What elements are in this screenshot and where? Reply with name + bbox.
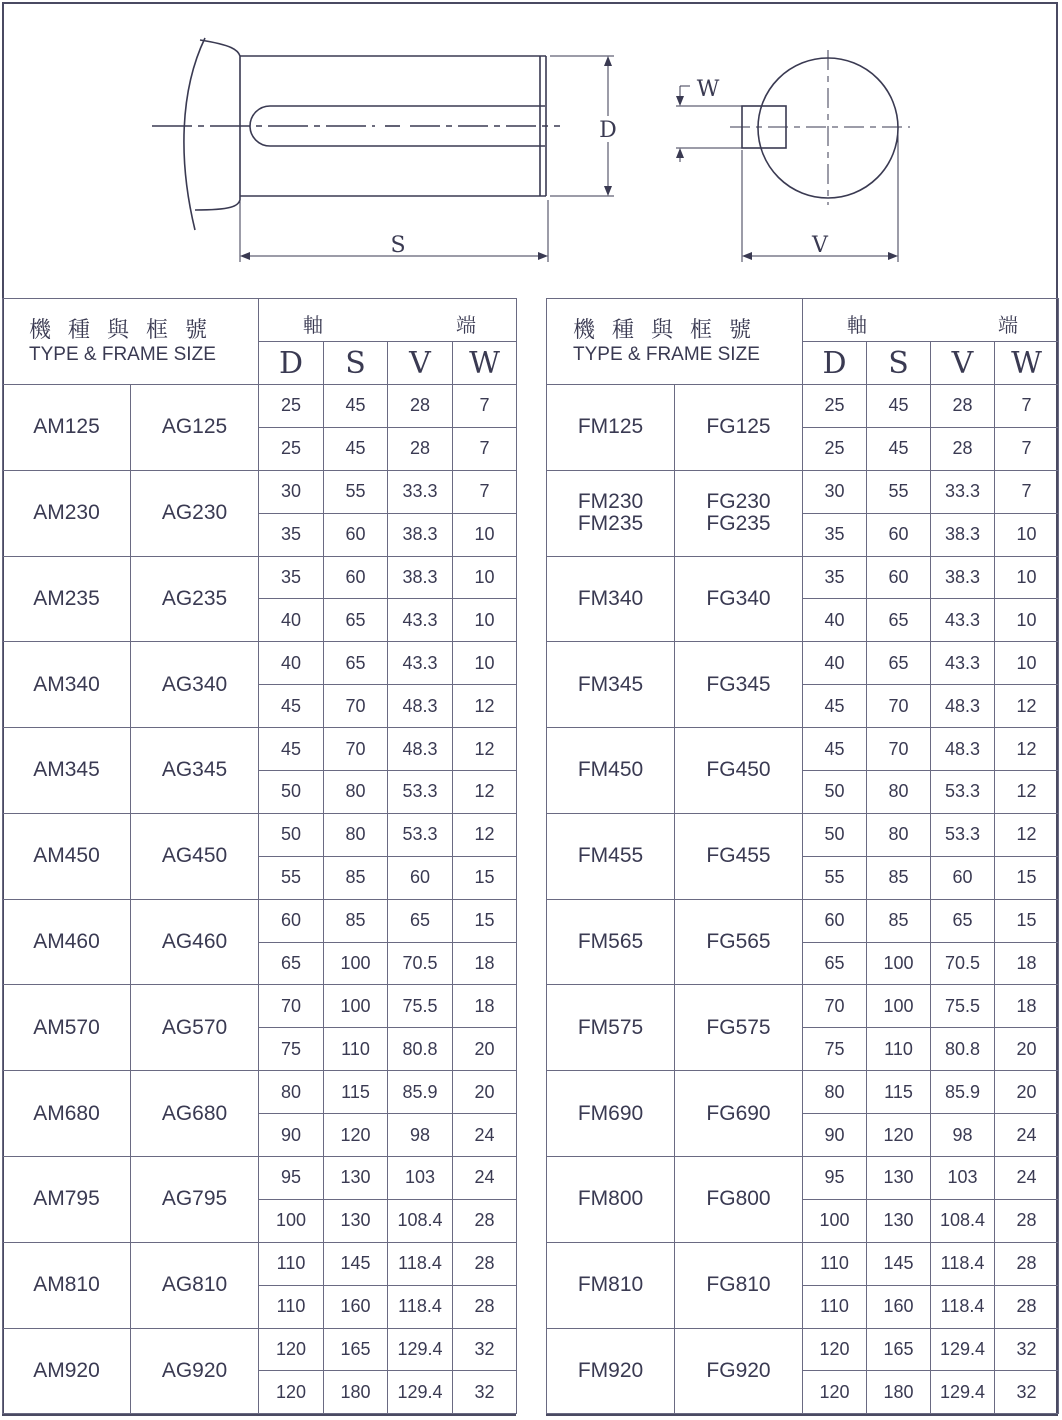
frame-size-cell: FG230 FG235 [675,470,803,556]
s-value-cell: 65 [324,642,388,685]
motor-type-cell: FM800 [547,1157,675,1243]
col-header-s: S [867,342,931,385]
d-value-cell: 90 [259,1114,324,1157]
table-row [547,899,1059,942]
w-value-cell: 32 [453,1328,517,1371]
d-value-cell: 40 [259,642,324,685]
w-value-cell: 10 [453,642,517,685]
w-value-cell: 28 [453,1199,517,1242]
w-value-cell: 10 [995,556,1059,599]
d-value-cell: 40 [803,599,867,642]
motor-type-cell: AM345 [3,728,131,814]
s-value-cell: 85 [867,856,931,899]
w-value-cell: 28 [995,1242,1059,1285]
w-value-cell: 20 [453,1071,517,1114]
v-value-cell: 98 [931,1114,995,1157]
s-value-cell: 165 [324,1328,388,1371]
motor-type-cell: FM230 FM235 [547,470,675,556]
d-value-cell: 65 [803,942,867,985]
w-value-cell: 18 [995,985,1059,1028]
w-value-cell: 7 [453,427,517,470]
motor-type-cell: AM340 [3,642,131,728]
col-header-d: D [803,342,867,385]
v-value-cell: 98 [388,1114,453,1157]
motor-type-cell: FM125 [547,385,675,471]
s-value-cell: 80 [867,813,931,856]
table-row [3,1328,517,1371]
motor-type-cell: FM810 [547,1242,675,1328]
d-value-cell: 25 [259,427,324,470]
frame-size-cell: FG340 [675,556,803,642]
d-value-cell: 40 [803,642,867,685]
d-value-cell: 120 [259,1328,324,1371]
frame-size-cell: FG450 [675,728,803,814]
s-value-cell: 100 [324,942,388,985]
v-value-cell: 70.5 [388,942,453,985]
d-value-cell: 100 [259,1199,324,1242]
frame-size-cell: FG800 [675,1157,803,1243]
motor-type-cell: AM235 [3,556,131,642]
w-value-cell: 15 [995,856,1059,899]
motor-type-cell: AM230 [3,470,131,556]
table-row [547,1071,1059,1114]
frame-size-cell: AG235 [131,556,259,642]
table-row [3,385,517,428]
s-value-cell: 130 [324,1199,388,1242]
d-value-cell: 45 [803,728,867,771]
s-value-cell: 70 [324,685,388,728]
d-value-cell: 70 [259,985,324,1028]
w-value-cell: 32 [995,1371,1059,1414]
frame-size-cell: AG570 [131,985,259,1071]
s-value-cell: 45 [867,427,931,470]
s-value-cell: 65 [324,599,388,642]
v-value-cell: 48.3 [931,685,995,728]
s-value-cell: 70 [867,685,931,728]
v-value-cell: 118.4 [931,1242,995,1285]
left-table-body [3,385,517,1414]
table-row [3,1071,517,1114]
frame-size-cell: FG690 [675,1071,803,1157]
axis-header-zh-2: 端 [998,315,1019,337]
v-value-cell: 28 [931,427,995,470]
w-value-cell: 7 [995,385,1059,428]
s-value-cell: 55 [867,470,931,513]
table-row [547,385,1059,428]
table-gap [516,298,546,1416]
v-value-cell: 60 [388,856,453,899]
s-value-cell: 165 [867,1328,931,1371]
type-frame-header [547,299,803,385]
w-value-cell: 20 [995,1028,1059,1071]
table-row [3,1242,517,1285]
v-value-cell: 65 [931,899,995,942]
col-header-w: W [453,342,517,385]
s-value-cell: 130 [867,1157,931,1200]
w-value-cell: 10 [995,599,1059,642]
s-value-cell: 80 [867,771,931,814]
s-value-cell: 60 [324,556,388,599]
w-value-cell: 20 [453,1028,517,1071]
col-header-s: S [324,342,388,385]
d-value-cell: 25 [259,385,324,428]
d-value-cell: 65 [259,942,324,985]
w-value-cell: 12 [453,728,517,771]
table-row [547,1242,1059,1285]
d-value-cell: 100 [803,1199,867,1242]
frame-size-cell: FG565 [675,899,803,985]
v-value-cell: 75.5 [388,985,453,1028]
table-row [3,642,517,685]
s-value-cell: 130 [867,1199,931,1242]
d-value-cell: 60 [259,899,324,942]
w-value-cell: 10 [453,556,517,599]
right-spec-table [546,298,1059,1414]
w-value-cell: 24 [995,1157,1059,1200]
s-value-cell: 70 [867,728,931,771]
motor-type-cell: FM575 [547,985,675,1071]
table-row [547,1328,1059,1371]
d-value-cell: 30 [259,470,324,513]
d-value-cell: 50 [259,813,324,856]
w-value-cell: 7 [995,427,1059,470]
motor-type-cell: FM565 [547,899,675,985]
table-row [547,728,1059,771]
v-value-cell: 48.3 [388,685,453,728]
axis-header-zh-1: 軸 [303,315,324,337]
s-value-cell: 85 [324,856,388,899]
table-row [3,899,517,942]
d-value-cell: 120 [803,1371,867,1414]
w-value-cell: 24 [453,1114,517,1157]
table-row [547,642,1059,685]
d-value-cell: 50 [803,813,867,856]
left-spec-table [2,298,517,1414]
right-table-body [547,385,1059,1414]
table-row [547,470,1059,513]
w-value-cell: 12 [453,813,517,856]
w-value-cell: 24 [995,1114,1059,1157]
shaft-end-header [259,299,517,342]
frame-size-cell: FG345 [675,642,803,728]
type-header-en: TYPE & FRAME SIZE [573,344,760,366]
v-value-cell: 28 [388,427,453,470]
v-value-cell: 53.3 [388,813,453,856]
d-value-cell: 70 [803,985,867,1028]
table-row [3,470,517,513]
type-frame-header [3,299,259,385]
motor-type-cell: AM460 [3,899,131,985]
table-row [3,556,517,599]
v-value-cell: 103 [388,1157,453,1200]
s-value-cell: 65 [867,599,931,642]
w-value-cell: 15 [453,856,517,899]
motor-type-cell: FM345 [547,642,675,728]
d-value-cell: 75 [803,1028,867,1071]
w-value-cell: 32 [453,1371,517,1414]
w-value-cell: 12 [453,771,517,814]
v-value-cell: 33.3 [931,470,995,513]
w-value-cell: 20 [995,1071,1059,1114]
frame-size-cell: FG575 [675,985,803,1071]
s-value-cell: 80 [324,813,388,856]
d-value-cell: 45 [259,728,324,771]
v-value-cell: 85.9 [931,1071,995,1114]
table-row [3,728,517,771]
v-value-cell: 129.4 [931,1328,995,1371]
frame-size-cell: AG230 [131,470,259,556]
v-value-cell: 48.3 [931,728,995,771]
s-value-cell: 70 [324,728,388,771]
s-value-cell: 55 [324,470,388,513]
v-value-cell: 38.3 [388,513,453,556]
s-value-cell: 85 [324,899,388,942]
d-value-cell: 30 [803,470,867,513]
w-value-cell: 18 [453,985,517,1028]
v-value-cell: 43.3 [388,642,453,685]
d-value-cell: 75 [259,1028,324,1071]
v-value-cell: 28 [931,385,995,428]
d-value-cell: 25 [803,385,867,428]
s-value-cell: 145 [324,1242,388,1285]
motor-type-cell: FM455 [547,813,675,899]
frame-size-cell: AG920 [131,1328,259,1414]
v-value-cell: 28 [388,385,453,428]
v-value-cell: 70.5 [931,942,995,985]
col-header-v: V [931,342,995,385]
s-value-cell: 145 [867,1242,931,1285]
axis-header-zh-1: 軸 [847,315,868,337]
w-value-cell: 15 [453,899,517,942]
type-header-zh: 機種與框號 [29,316,225,342]
v-value-cell: 129.4 [388,1371,453,1414]
w-value-cell: 7 [995,470,1059,513]
v-value-cell: 129.4 [388,1328,453,1371]
frame-size-cell: AG450 [131,813,259,899]
s-value-cell: 120 [324,1114,388,1157]
v-value-cell: 103 [931,1157,995,1200]
w-value-cell: 15 [995,899,1059,942]
v-value-cell: 43.3 [388,599,453,642]
w-value-cell: 10 [995,642,1059,685]
d-value-cell: 80 [803,1071,867,1114]
motor-type-cell: AM920 [3,1328,131,1414]
d-dimension-label: D [599,118,617,143]
d-value-cell: 55 [259,856,324,899]
w-value-cell: 10 [995,513,1059,556]
d-value-cell: 110 [803,1242,867,1285]
motor-type-cell: FM450 [547,728,675,814]
s-value-cell: 60 [324,513,388,556]
col-header-v: V [388,342,453,385]
w-dimension-label: W [696,77,720,102]
type-header-zh: 機種與框號 [573,316,769,342]
w-value-cell: 24 [453,1157,517,1200]
col-header-d: D [259,342,324,385]
v-dimension-label: V [812,233,828,258]
s-value-cell: 45 [324,385,388,428]
v-value-cell: 118.4 [931,1285,995,1328]
s-value-cell: 180 [324,1371,388,1414]
s-value-cell: 45 [867,385,931,428]
frame-size-cell: AG680 [131,1071,259,1157]
frame-size-cell: AG795 [131,1157,259,1243]
w-value-cell: 7 [453,470,517,513]
s-value-cell: 115 [867,1071,931,1114]
s-value-cell: 100 [867,942,931,985]
frame-size-cell: FG455 [675,813,803,899]
shaft-end-header [803,299,1059,342]
motor-type-cell: AM570 [3,985,131,1071]
d-value-cell: 45 [259,685,324,728]
d-value-cell: 50 [803,771,867,814]
frame-size-cell: FG125 [675,385,803,471]
d-value-cell: 45 [803,685,867,728]
v-value-cell: 53.3 [931,771,995,814]
s-value-cell: 110 [867,1028,931,1071]
v-value-cell: 38.3 [388,556,453,599]
motor-type-cell: FM340 [547,556,675,642]
d-value-cell: 95 [803,1157,867,1200]
v-value-cell: 53.3 [931,813,995,856]
d-value-cell: 50 [259,771,324,814]
s-value-cell: 130 [324,1157,388,1200]
table-row [3,985,517,1028]
frame-size-cell: AG340 [131,642,259,728]
w-value-cell: 12 [995,771,1059,814]
d-value-cell: 35 [803,513,867,556]
v-value-cell: 80.8 [931,1028,995,1071]
s-value-cell: 80 [324,771,388,814]
s-value-cell: 160 [324,1285,388,1328]
v-value-cell: 75.5 [931,985,995,1028]
d-value-cell: 90 [803,1114,867,1157]
motor-type-cell: AM795 [3,1157,131,1243]
d-value-cell: 95 [259,1157,324,1200]
w-value-cell: 12 [995,813,1059,856]
d-value-cell: 55 [803,856,867,899]
d-value-cell: 40 [259,599,324,642]
v-value-cell: 43.3 [931,599,995,642]
w-value-cell: 10 [453,513,517,556]
s-value-cell: 100 [324,985,388,1028]
s-value-cell: 180 [867,1371,931,1414]
motor-type-cell: FM690 [547,1071,675,1157]
v-value-cell: 33.3 [388,470,453,513]
d-value-cell: 25 [803,427,867,470]
d-value-cell: 110 [259,1242,324,1285]
motor-type-cell: FM920 [547,1328,675,1414]
w-value-cell: 28 [453,1285,517,1328]
table-row [547,1157,1059,1200]
w-value-cell: 12 [995,685,1059,728]
w-value-cell: 10 [453,599,517,642]
w-value-cell: 28 [995,1285,1059,1328]
s-value-cell: 85 [867,899,931,942]
v-value-cell: 108.4 [388,1199,453,1242]
s-value-cell: 45 [324,427,388,470]
table-row [547,985,1059,1028]
s-value-cell: 60 [867,556,931,599]
d-value-cell: 110 [259,1285,324,1328]
d-value-cell: 35 [259,513,324,556]
s-value-cell: 65 [867,642,931,685]
v-value-cell: 85.9 [388,1071,453,1114]
s-value-cell: 100 [867,985,931,1028]
table-row [547,556,1059,599]
type-header-en: TYPE & FRAME SIZE [29,344,216,366]
v-value-cell: 118.4 [388,1285,453,1328]
frame-size-cell: FG810 [675,1242,803,1328]
v-value-cell: 118.4 [388,1242,453,1285]
w-value-cell: 7 [453,385,517,428]
w-value-cell: 12 [453,685,517,728]
w-value-cell: 18 [995,942,1059,985]
frame-size-cell: AG345 [131,728,259,814]
v-value-cell: 48.3 [388,728,453,771]
s-value-cell: 115 [324,1071,388,1114]
frame-size-cell: AG460 [131,899,259,985]
v-value-cell: 38.3 [931,513,995,556]
w-value-cell: 12 [995,728,1059,771]
w-value-cell: 18 [453,942,517,985]
table-row [547,813,1059,856]
v-value-cell: 108.4 [931,1199,995,1242]
v-value-cell: 65 [388,899,453,942]
v-value-cell: 129.4 [931,1371,995,1414]
d-value-cell: 120 [803,1328,867,1371]
v-value-cell: 60 [931,856,995,899]
w-value-cell: 32 [995,1328,1059,1371]
table-row [3,813,517,856]
d-value-cell: 80 [259,1071,324,1114]
w-value-cell: 28 [453,1242,517,1285]
v-value-cell: 43.3 [931,642,995,685]
table-row [3,1157,517,1200]
w-value-cell: 28 [995,1199,1059,1242]
motor-type-cell: AM680 [3,1071,131,1157]
s-value-cell: 60 [867,513,931,556]
motor-type-cell: AM450 [3,813,131,899]
col-header-w: W [995,342,1059,385]
s-value-cell: 160 [867,1285,931,1328]
motor-type-cell: AM125 [3,385,131,471]
v-value-cell: 38.3 [931,556,995,599]
s-dimension-label: S [390,233,406,258]
frame-size-cell: FG920 [675,1328,803,1414]
d-value-cell: 35 [803,556,867,599]
d-value-cell: 60 [803,899,867,942]
v-value-cell: 80.8 [388,1028,453,1071]
frame-size-cell: AG810 [131,1242,259,1328]
axis-header-zh-2: 端 [456,315,477,337]
shaft-end-diagram [0,0,1062,298]
s-value-cell: 120 [867,1114,931,1157]
motor-type-cell: AM810 [3,1242,131,1328]
d-value-cell: 120 [259,1371,324,1414]
d-value-cell: 110 [803,1285,867,1328]
frame-size-cell: AG125 [131,385,259,471]
d-value-cell: 35 [259,556,324,599]
v-value-cell: 53.3 [388,771,453,814]
s-value-cell: 110 [324,1028,388,1071]
